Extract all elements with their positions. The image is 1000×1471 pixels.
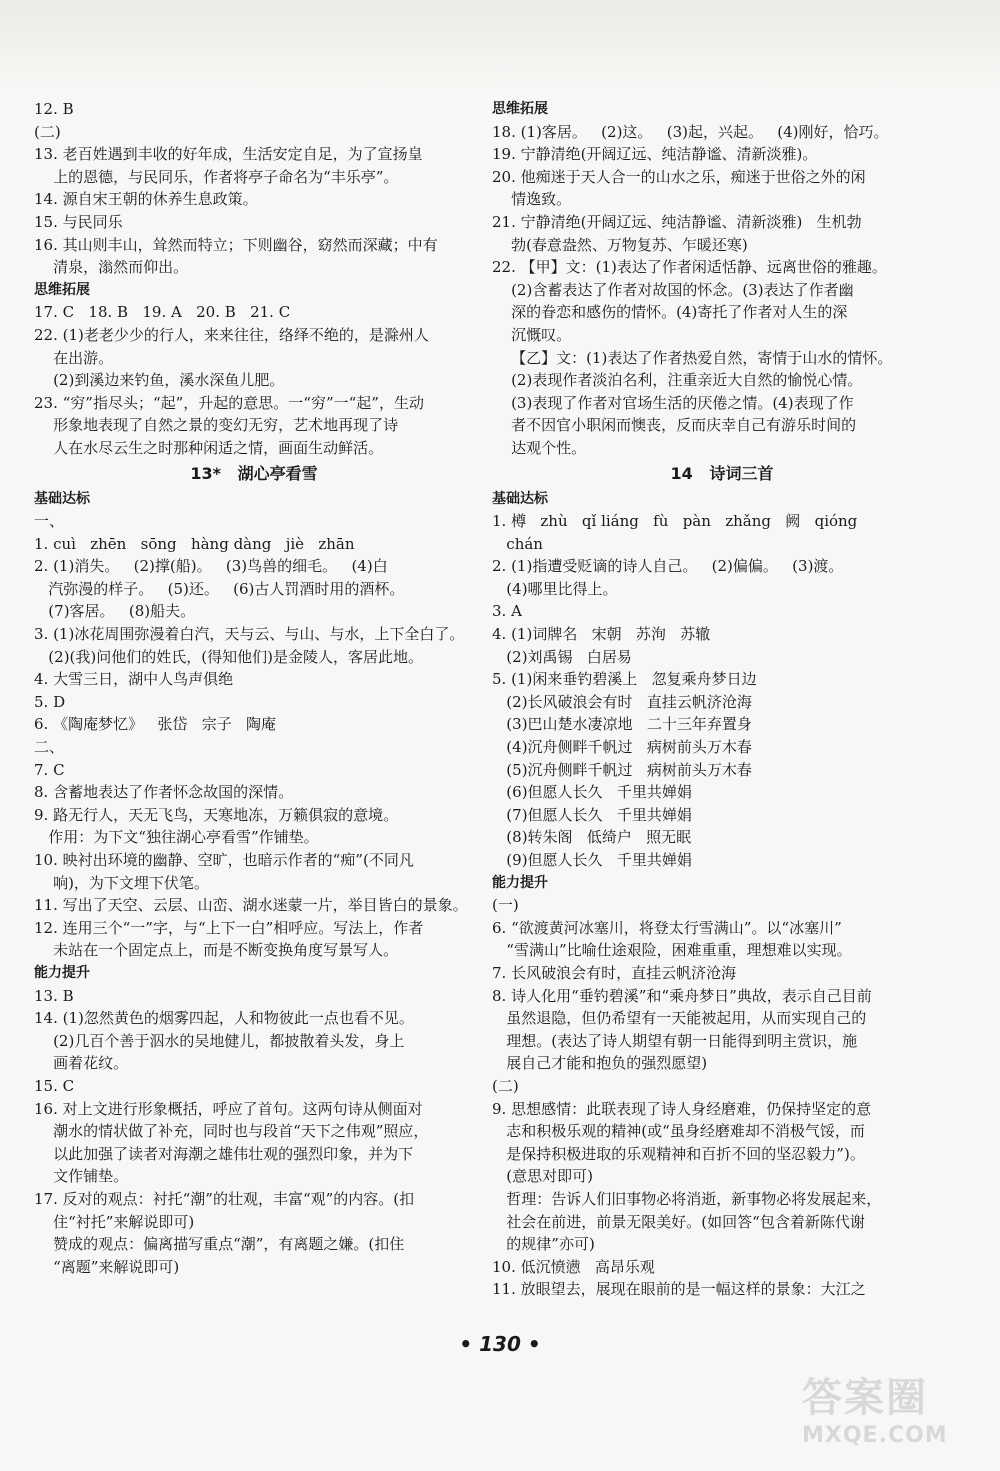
answer-line: (4)哪里比得上。	[492, 579, 618, 598]
answer-line: (9)但愿人长久 千里共婵娟	[492, 851, 692, 869]
answer-line: 22. 【甲】文：(1)表达了作者闲适恬静、远离世俗的雅趣。	[492, 258, 887, 277]
answer-line: 4. 大雪三日，湖中人鸟声俱绝	[34, 670, 234, 689]
answer-line: 勃(春意盎然、万物复苏、乍暖还寒)	[492, 235, 748, 254]
answer-line: 15. C	[34, 1076, 75, 1095]
answer-line: 10. 映衬出环境的幽静、空旷，也暗示作者的“痴”(不同凡	[34, 851, 414, 869]
answer-line: 二、	[34, 738, 65, 757]
answer-line: 21. 宁静清绝(开阔辽远、纯洁静谧、清新淡雅) 生机勃	[492, 212, 862, 231]
left-column	[34, 98, 474, 1278]
answer-line: 情逸致。	[492, 190, 572, 209]
answer-line: 在出游。	[34, 348, 114, 367]
lesson-title: 14 诗词三首	[670, 463, 774, 483]
answer-line: 9. 路无行人，天无飞鸟，天寒地冻，万籁俱寂的意境。	[34, 805, 399, 824]
answer-line: 7. C	[34, 760, 65, 779]
answer-line: 4. (1)词牌名 宋朝 苏洵 苏辙	[492, 625, 711, 644]
answer-line: 11. 放眼望去，展现在眼前的是一幅这样的景象：大江之	[492, 1280, 866, 1299]
answer-line: 8. 含蓄地表达了作者怀念故国的深情。	[34, 783, 294, 802]
answer-line: 20. 他痴迷于天人合一的山水之乐，痴迷于世俗之外的闲	[492, 167, 866, 186]
answer-line: 16. 其山则丰山，耸然而特立；下则幽谷，窈然而深藏；中有	[34, 235, 438, 254]
answer-line: (2)(我)问他们的姓氏，(得知他们)是金陵人，客居此地。	[34, 647, 423, 666]
answer-line: 2. (1)指遭受贬谪的诗人自己。 (2)偏偏。 (3)渡。	[492, 557, 844, 576]
answer-line: 人在水尽云生之时那种闲适之情，画面生动鲜活。	[34, 438, 384, 457]
answer-line: (2)含蓄表达了作者对故国的怀念。(3)表达了作者幽	[492, 280, 854, 299]
answer-line: 赞成的观点：偏离描写重点“潮”，有离题之嫌。(扣住	[34, 1235, 405, 1254]
answer-line: (3)巴山楚水凄凉地 二十三年弃置身	[492, 715, 752, 734]
answer-line: 是保持积极进取的乐观精神和百折不回的坚忍毅力”)。	[492, 1144, 865, 1163]
answer-line: 潮水的情状做了补充，同时也与段首“天下之伟观”照应，	[34, 1122, 429, 1141]
answer-line: 作用：为下文“独往湖心亭看雪”作铺垫。	[34, 828, 319, 847]
answer-line: 形象地表现了自然之景的变幻无穷，艺术地再现了诗	[34, 416, 399, 435]
section-heading: 思维拓展	[492, 101, 548, 117]
answer-line: 22. (1)老老少少的行人，来来往往，络绎不绝的，是滁州人	[34, 325, 429, 344]
answer-line: 15. 与民同乐	[34, 212, 123, 231]
answer-line: 14. (1)忽然黄色的烟雾四起，人和物彼此一点也看不见。	[34, 1009, 414, 1028]
answer-line: 14. 源自宋王朝的休养生息政策。	[34, 190, 258, 209]
answer-line: (3)表现了作者对官场生活的厌倦之情。(4)表现了作	[492, 393, 854, 412]
answer-line: 社会在前进，前景无限美好。(如回答“包含着新陈代谢	[492, 1212, 865, 1231]
answer-line: (2)表现作者淡泊名利，注重亲近大自然的愉悦心情。	[492, 371, 863, 390]
answer-line: (7)客居。 (8)船夫。	[34, 602, 196, 621]
answer-line: 的规律”亦可)	[492, 1235, 595, 1254]
answer-line: (二)	[492, 1076, 519, 1095]
answer-line: 17. 反对的观点：衬托“潮”的壮观，丰富“观”的内容。(扣	[34, 1189, 415, 1208]
answer-line: 17. C 18. B 19. A 20. B 21. C	[34, 303, 291, 322]
answer-line: 12. 连用三个“一”字，与“上下一白”相呼应。写法上，作者	[34, 918, 424, 937]
answer-line: 3. A	[492, 602, 522, 621]
answer-line: (二)	[34, 122, 61, 141]
answer-line: 上的恩德，与民同乐，作者将亭子命名为“丰乐亭”。	[34, 167, 399, 186]
answer-line: 【乙】文：(1)表达了作者热爱自然，寄情于山水的情怀。	[492, 348, 893, 367]
answer-line: (一)	[492, 896, 519, 915]
answer-line: 理想。(表达了诗人期望有朝一日能得到明主赏识，施	[492, 1031, 858, 1050]
answer-line: 19. 宁静清绝(开阔辽远、纯洁静谧、清新淡雅)。	[492, 145, 818, 164]
answer-line: 展自己才能和抱负的强烈愿望)	[492, 1054, 708, 1073]
answer-line: (意思对即可)	[492, 1167, 594, 1186]
answer-line: 9. 思想感情：此联表现了诗人身经磨难，仍保持坚定的意	[492, 1099, 872, 1118]
answer-line: 响)，为下文埋下伏笔。	[34, 873, 209, 892]
answer-line: (2)刘禹锡 白居易	[492, 647, 632, 666]
answer-line: (8)转朱阁 低绮户 照无眠	[492, 828, 692, 847]
answer-line: 3. (1)冰花周围弥漫着白汽，天与云、与山、与水，上下全白了。	[34, 625, 465, 644]
answer-line: 10. 低沉愤懑 高昂乐观	[492, 1257, 655, 1276]
section-heading: 能力提升	[492, 874, 548, 891]
answer-line: 13. B	[34, 986, 74, 1005]
answer-line: 2. (1)消失。 (2)撑(船)。 (3)鸟兽的细毛。 (4)白	[34, 557, 388, 576]
answer-line: 哲理：告诉人们旧事物必将消逝，新事物必将发展起来，	[492, 1189, 882, 1208]
answer-line: 11. 写出了天空、云层、山峦、湖水迷蒙一片，举目皆白的景象。	[34, 896, 468, 915]
answer-line: 志和积极乐观的精神(或“虽身经磨难却不消极气馁，而	[492, 1122, 865, 1141]
answer-line: (5)沉舟侧畔千帆过 病树前头万木春	[492, 760, 752, 779]
answer-line: (6)但愿人长久 千里共婵娟	[492, 783, 692, 802]
answer-line: 5. D	[34, 692, 66, 711]
right-column	[492, 98, 952, 1301]
answer-line: “雪满山”比喻仕途艰险，困难重重，理想难以实现。	[492, 941, 852, 960]
watermark-url: MXQE.COM	[802, 1423, 948, 1448]
answer-line: 达观个性。	[492, 438, 587, 457]
watermark-logo: 答案圈	[802, 1375, 928, 1421]
answer-line: chán	[492, 534, 543, 553]
answer-line: 6. 《陶庵梦忆》 张岱 宗子 陶庵	[34, 715, 276, 734]
answer-line: 1. 樽 zhù qǐ liáng fù pàn zhǎng 阙 qióng	[492, 512, 858, 531]
answer-line: (2)到溪边来钓鱼，溪水深鱼儿肥。	[34, 371, 285, 390]
answer-line: 深的眷恋和感伤的情怀。(4)寄托了作者对人生的深	[492, 303, 848, 322]
answer-line: 7. 长风破浪会有时，直挂云帆济沧海	[492, 963, 737, 982]
answer-line: 23. “穷”指尽头；“起”，升起的意思。一“穷”一“起”，生动	[34, 393, 424, 412]
answer-line: 未站在一个固定点上，而是不断变换角度写景写人。	[34, 941, 399, 960]
answer-line: 汽弥漫的样子。 (5)还。 (6)古人罚酒时用的酒杯。	[34, 579, 405, 598]
section-heading: 思维拓展	[34, 281, 90, 298]
answer-line: 虽然退隐，但仍希望有一天能被起用，从而实现自己的	[492, 1009, 867, 1028]
section-heading: 能力提升	[34, 964, 90, 981]
answer-line: 一、	[34, 512, 65, 531]
answer-line: 18. (1)客居。 (2)这。 (3)起，兴起。 (4)刚好，恰巧。	[492, 122, 889, 141]
answer-line: 16. 对上文进行形象概括，呼应了首句。这两句诗从侧面对	[34, 1099, 423, 1118]
watermark	[802, 1366, 972, 1461]
scan-top-band	[0, 0, 1000, 90]
answer-line: 5. (1)闲来垂钓碧溪上 忽复乘舟梦日边	[492, 670, 757, 689]
answer-line: 12. B	[34, 100, 74, 118]
answer-line: (2)长风破浪会有时 直挂云帆济沧海	[492, 692, 752, 711]
answer-line: 画着花纹。	[34, 1054, 129, 1073]
section-heading: 基础达标	[34, 490, 90, 507]
answer-line: 以此加强了读者对海潮之雄伟壮观的强烈印象，并为下	[34, 1144, 414, 1163]
answer-line: “离题”来解说即可)	[34, 1257, 180, 1276]
answer-line: 住“衬托”来解说即可)	[34, 1212, 195, 1231]
answer-line: (4)沉舟侧畔千帆过 病树前头万木春	[492, 738, 752, 757]
answer-line: 13. 老百姓遇到丰收的好年成，生活安定自足，为了宣扬皇	[34, 145, 423, 164]
answer-line: 者不因官小职闲而懊丧，反而庆幸自己有游乐时间的	[492, 416, 857, 435]
answer-line: 沉慨叹。	[492, 325, 572, 344]
answer-line: 文作铺垫。	[34, 1167, 129, 1186]
page-number: • 130 •	[459, 1332, 541, 1356]
answer-line: 清泉，滃然而仰出。	[34, 258, 189, 277]
answer-line: 6. “欲渡黄河冰塞川，将登太行雪满山”。以“冰塞川”	[492, 918, 842, 937]
answer-line: 8. 诗人化用“垂钓碧溪”和“乘舟梦日”典故，表示自己目前	[492, 986, 872, 1005]
lesson-title: 13* 湖心亭看雪	[190, 463, 318, 483]
answer-line: 1. cuì zhēn sōng hàng dàng jiè zhān	[34, 534, 355, 553]
section-heading: 基础达标	[492, 490, 548, 507]
answer-line: (2)几百个善于泅水的吴地健儿，都披散着头发，身上	[34, 1031, 405, 1050]
answer-line: (7)但愿人长久 千里共婵娟	[492, 805, 692, 824]
